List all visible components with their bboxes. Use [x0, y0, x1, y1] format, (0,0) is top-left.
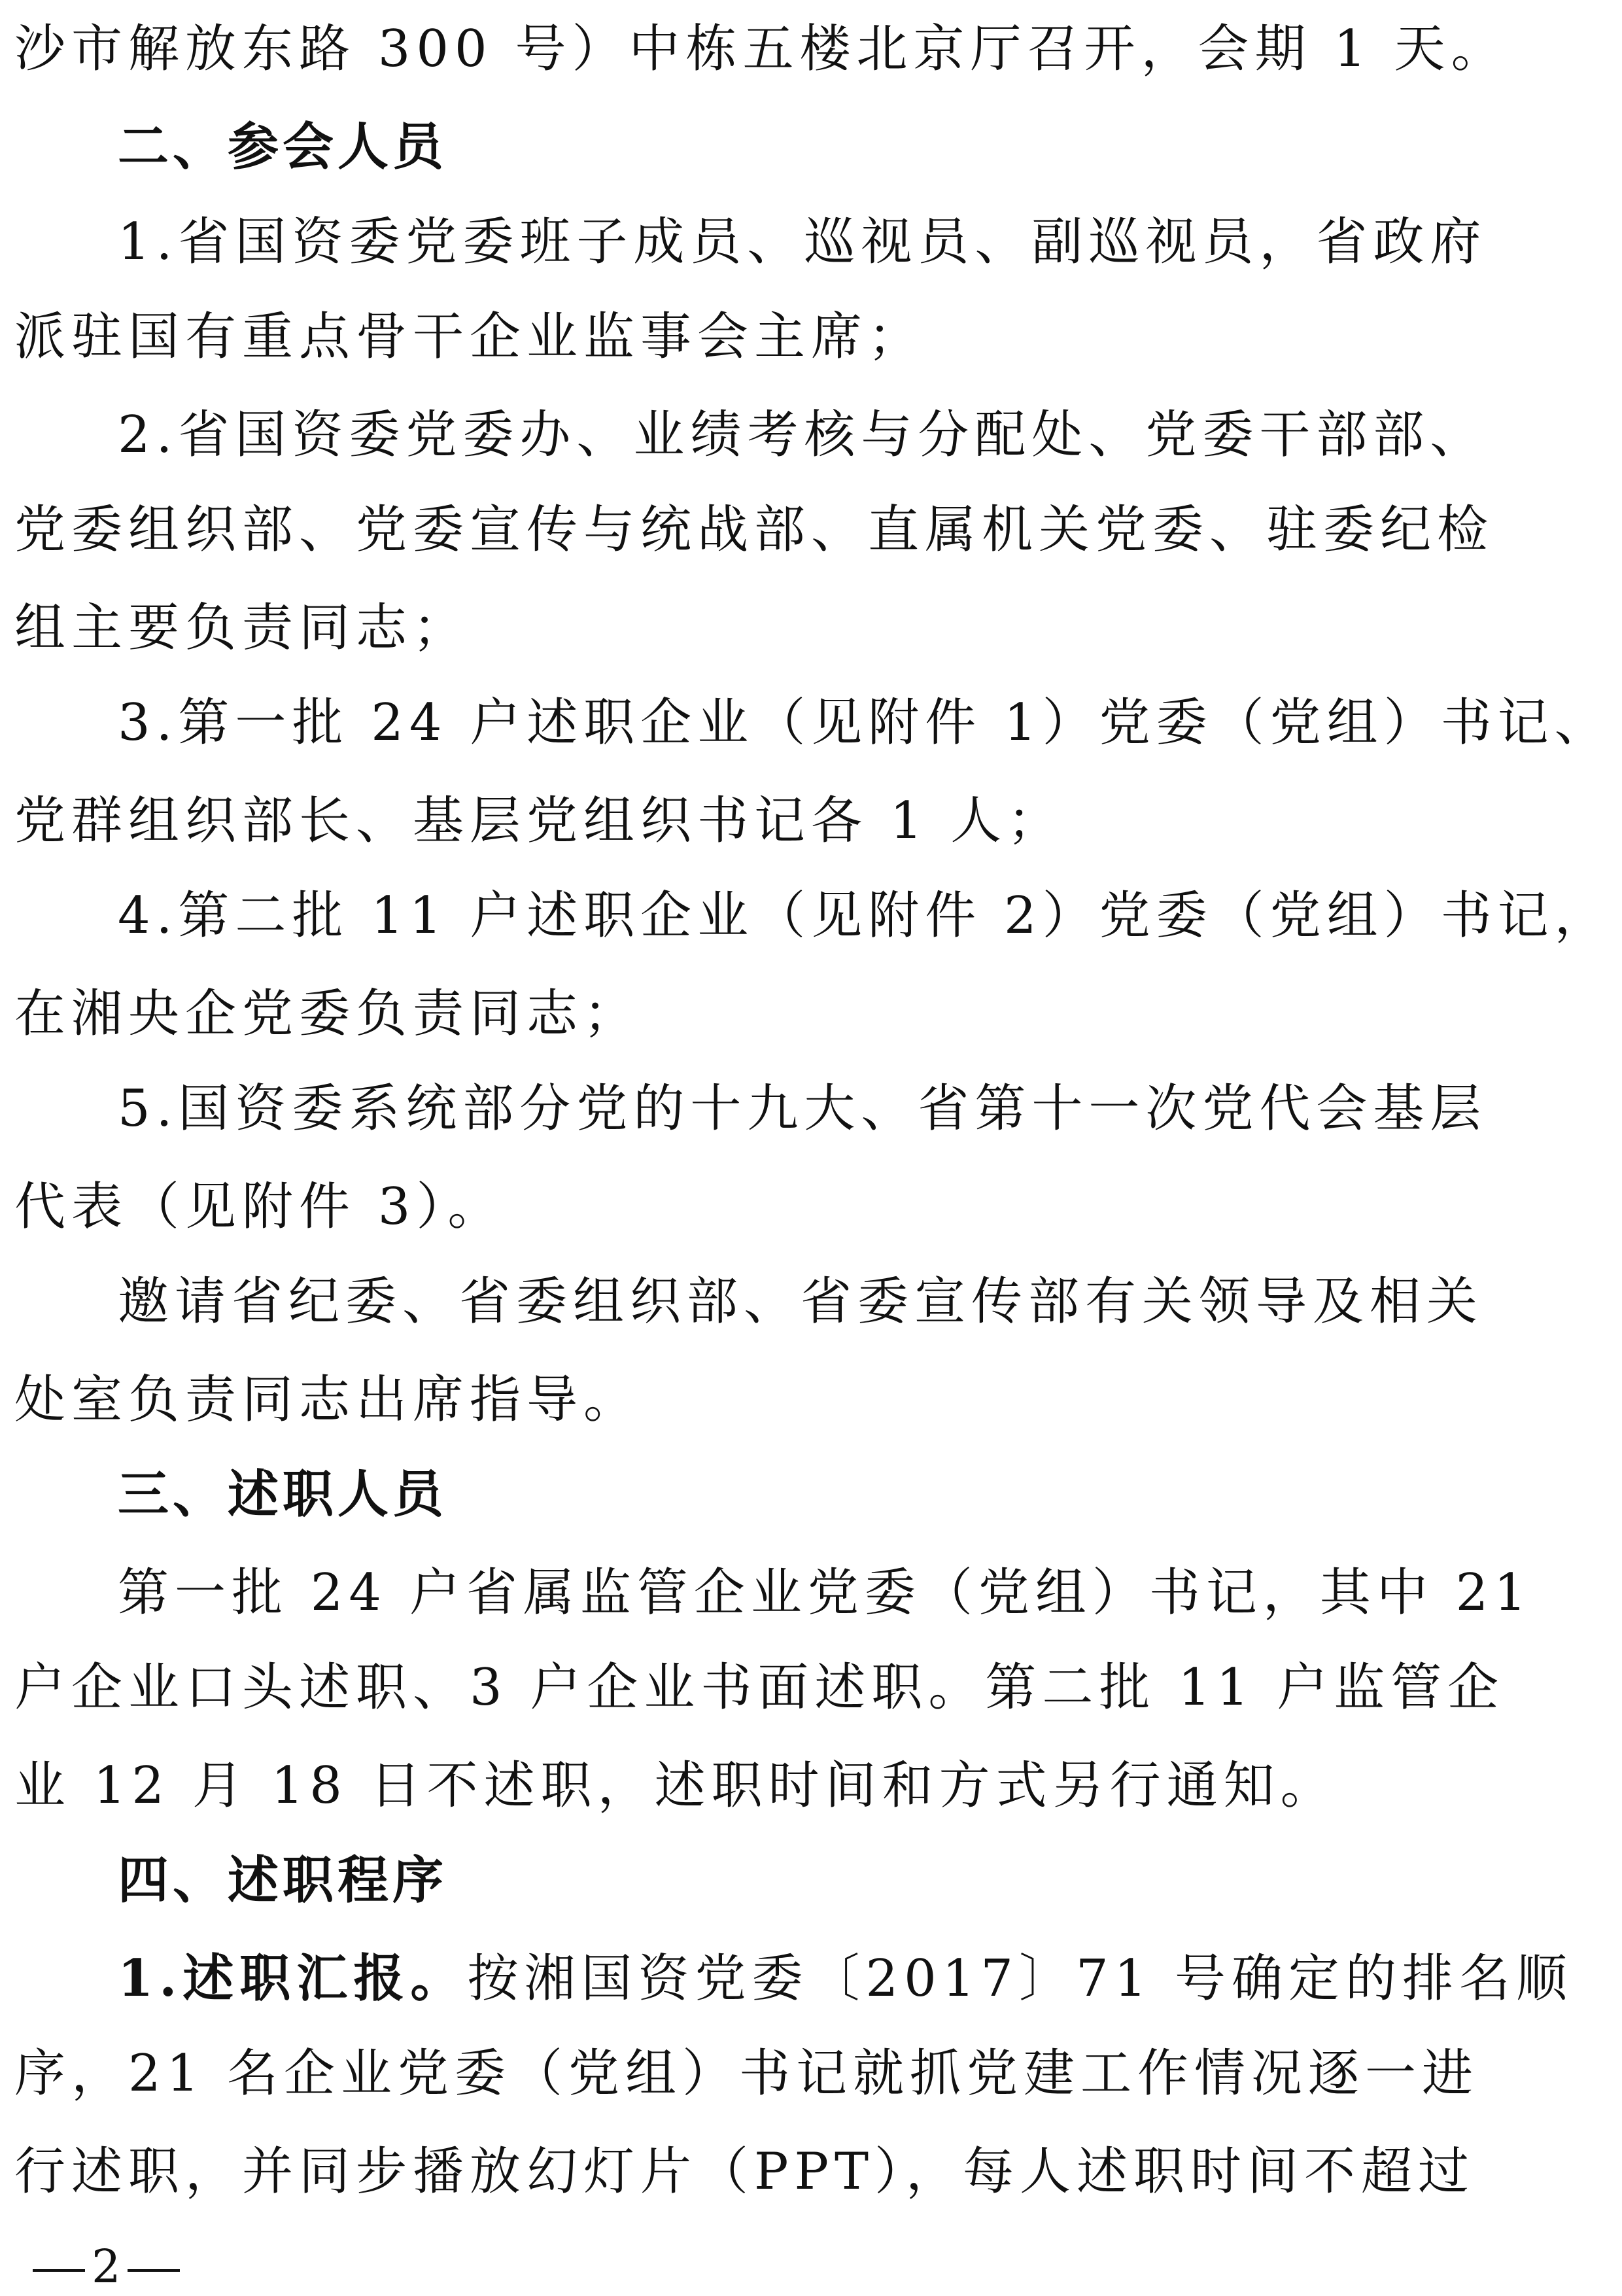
item-lead-in: 1.述职汇报。	[118, 1949, 468, 2008]
paragraph-line	[0, 1930, 1622, 2028]
paragraph-line: 代表（见附件 3）。	[14, 1177, 505, 1236]
paragraph-line: 第一批 24 户省属监管企业党委（党组）书记，其中 21	[118, 1563, 1532, 1622]
footer-dash-left	[33, 2269, 85, 2272]
section-heading-presenters: 三、述职人员	[118, 1465, 448, 1524]
item-body: 按湘国资党委〔2017〕71 号确定的排名顺	[467, 1949, 1573, 2008]
paragraph-line: 3.第一批 24 户述职企业（见附件 1）党委（党组）书记、	[118, 693, 1612, 752]
paragraph-line: 处室负责同志出席指导。	[14, 1370, 641, 1429]
paragraph-line: 4.第二批 11 户述职企业（见附件 2）党委（党组）书记，	[118, 886, 1612, 945]
paragraph-line: 1.省国资委党委班子成员、巡视员、副巡视员，省政府	[118, 213, 1487, 271]
paragraph-line: 组主要负责同志；	[14, 599, 470, 657]
page-number: 2	[92, 2240, 121, 2293]
paragraph-line: 户企业口头述职、3 户企业书面述职。第二批 11 户监管企	[14, 1658, 1505, 1717]
paragraph-line: 序，21 名企业党委（党组）书记就抓党建工作情况逐一进	[14, 2044, 1479, 2103]
paragraph-line: 党群组织部长、基层党组织书记各 1 人；	[14, 791, 1065, 850]
paragraph-line: 业 12 月 18 日不述职，述职时间和方式另行通知。	[14, 1756, 1337, 1815]
paragraph-line: 在湘央企党委负责同志；	[14, 984, 641, 1043]
paragraph-line: 行述职，并同步播放幻灯片（PPT），每人述职时间不超过	[14, 2142, 1475, 2201]
paragraph-line: 派驻国有重点骨干企业监事会主席；	[14, 307, 925, 366]
footer-dash-right	[128, 2269, 180, 2272]
paragraph-line: 沙市解放东路 300 号）中栋五楼北京厅召开，会期 1 天。	[14, 20, 1508, 78]
section-heading-procedure: 四、述职程序	[118, 1851, 448, 1910]
section-heading-attendees: 二、参会人员	[118, 118, 448, 177]
page-footer	[26, 2237, 186, 2296]
paragraph-line: 邀请省纪委、省委组织部、省委宣传部有关领导及相关	[118, 1272, 1484, 1331]
paragraph-line: 党委组织部、党委宣传与统战部、直属机关党委、驻委纪检	[14, 500, 1494, 559]
paragraph-line: 5.国资委系统部分党的十九大、省第十一次党代会基层	[118, 1079, 1487, 1138]
paragraph-line: 2.省国资委党委办、业绩考核与分配处、党委干部部、	[118, 406, 1487, 464]
